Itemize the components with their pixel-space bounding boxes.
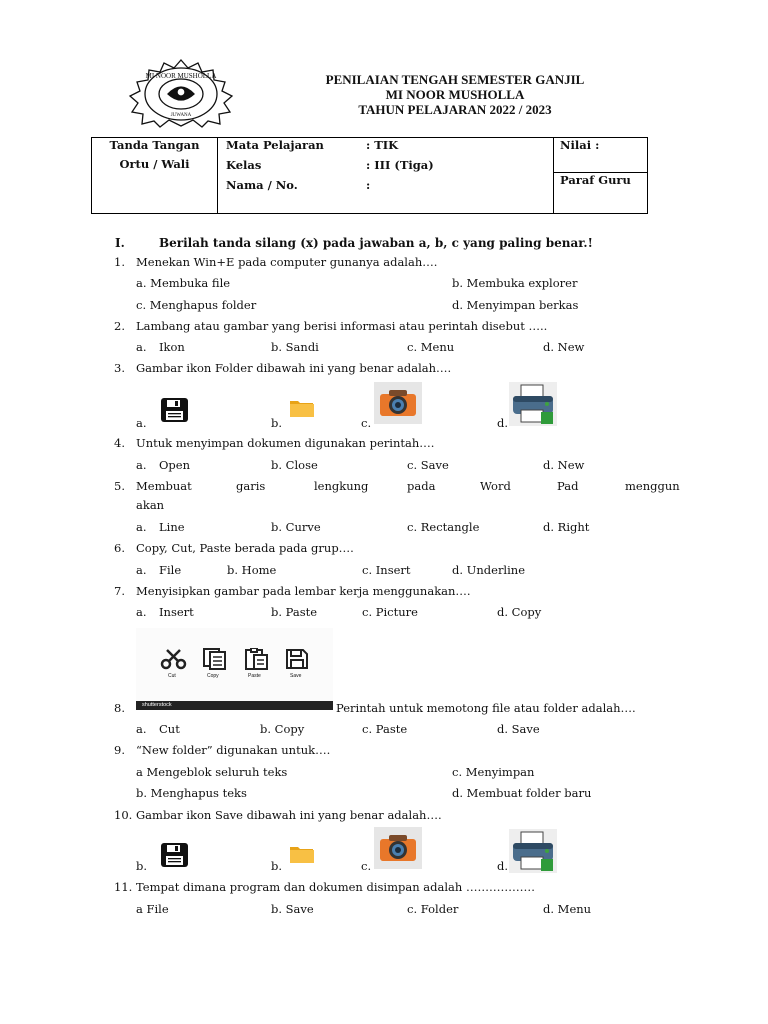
subject-value: : TIK <box>366 138 399 152</box>
q2-option-b[interactable]: b. Sandi <box>271 340 319 354</box>
q9-option-c[interactable]: c. Menyimpan <box>452 765 535 779</box>
question-number: 1. <box>114 255 125 269</box>
q4-option-d[interactable]: d. New <box>543 458 585 472</box>
class-label: Kelas <box>226 158 262 172</box>
question-number: 7. <box>114 584 125 598</box>
paste-icon <box>244 648 270 674</box>
folder-icon[interactable] <box>289 398 315 422</box>
question-number: 2. <box>114 319 125 333</box>
q1-option-b[interactable]: b. Membuka explorer <box>452 276 578 290</box>
section-number: I. <box>115 236 125 250</box>
question-number: 10. <box>114 808 133 822</box>
q5-option-d[interactable]: d. Right <box>543 520 590 534</box>
q9-option-b[interactable]: b. Menghapus teks <box>136 786 247 800</box>
q6-option-b[interactable]: b. Home <box>227 563 277 577</box>
school-logo <box>118 58 244 128</box>
watermark-bar <box>136 701 333 710</box>
option-letter: b. <box>271 859 283 873</box>
subject-label: Mata Pelajaran <box>226 138 324 152</box>
q7-option-d[interactable]: d. Copy <box>497 605 542 619</box>
q1-option-d[interactable]: d. Menyimpan berkas <box>452 298 579 312</box>
q2-option-a[interactable]: Ikon <box>159 340 185 354</box>
q1-option-c[interactable]: c. Menghapus folder <box>136 298 257 312</box>
option-letter: b. <box>271 416 283 430</box>
q8-option-a[interactable]: Cut <box>159 722 180 736</box>
edit-icons-image <box>136 628 333 710</box>
option-letter: b. <box>136 859 148 873</box>
signature-label: Tanda Tangan <box>109 138 200 152</box>
question-5-continued: akan <box>136 498 165 512</box>
school-name: MI NOOR MUSHOLLA <box>385 87 525 102</box>
q8-option-c[interactable]: c. Paste <box>362 722 408 736</box>
question-5-word: garis <box>236 479 266 493</box>
q4-option-b[interactable]: b. Close <box>271 458 318 472</box>
q9-option-a[interactable]: a Mengeblok seluruh teks <box>136 765 288 779</box>
option-letter: a. <box>136 458 147 472</box>
question-6: Copy, Cut, Paste berada pada grup…. <box>136 541 354 555</box>
q6-option-c[interactable]: c. Insert <box>362 563 411 577</box>
option-letter: d. <box>497 416 509 430</box>
q9-option-d[interactable]: d. Membuat folder baru <box>452 786 592 800</box>
question-5-word: Pad <box>557 479 579 493</box>
academic-year: TAHUN PELAJARAN 2022 / 2023 <box>358 102 552 117</box>
paste-label: Paste <box>248 673 261 679</box>
printer-icon[interactable] <box>509 829 557 877</box>
option-letter: c. <box>361 416 372 430</box>
question-8: Perintah untuk memotong file atau folder adalah…. <box>336 701 636 715</box>
question-5-word: Word <box>480 479 511 493</box>
q6-option-d[interactable]: d. Underline <box>452 563 526 577</box>
score-label: Nilai : <box>560 138 600 152</box>
q2-option-c[interactable]: c. Menu <box>407 340 455 354</box>
camera-icon[interactable] <box>374 382 422 428</box>
question-number: 6. <box>114 541 125 555</box>
q5-option-c[interactable]: c. Rectangle <box>407 520 480 534</box>
save-label: Save <box>290 673 302 679</box>
q1-option-a[interactable]: a. Membuka file <box>136 276 231 290</box>
q4-option-a[interactable]: Open <box>159 458 191 472</box>
q7-option-a[interactable]: Insert <box>159 605 194 619</box>
option-letter: a. <box>136 563 147 577</box>
option-letter: a. <box>136 520 147 534</box>
q11-option-b[interactable]: b. Save <box>271 902 314 916</box>
cut-label: Cut <box>168 673 176 679</box>
option-letter: a. <box>136 605 147 619</box>
q6-option-a[interactable]: File <box>159 563 182 577</box>
question-9: “New folder” digunakan untuk…. <box>136 743 331 757</box>
save-disk-icon[interactable] <box>161 843 188 871</box>
question-3: Gambar ikon Folder dibawah ini yang benar adalah…. <box>136 361 452 375</box>
question-11: Tempat dimana program dan dokumen disimpan adalah ……………… <box>136 880 535 894</box>
name-field[interactable]: : <box>366 178 371 192</box>
option-letter: a. <box>136 416 147 430</box>
question-1: Menekan Win+E pada computer gunanya adalah…. <box>136 255 438 269</box>
q11-option-d[interactable]: d. Menu <box>543 902 592 916</box>
question-7: Menyisipkan gambar pada lembar kerja menggunakan…. <box>136 584 471 598</box>
option-letter: d. <box>497 859 509 873</box>
copy-icon <box>202 648 228 674</box>
question-number: 8. <box>114 701 125 715</box>
question-4: Untuk menyimpan dokumen digunakan perintah…. <box>136 436 435 450</box>
signature-label-2: Ortu / Wali <box>119 157 190 171</box>
svg-text:JUWANA: JUWANA <box>170 113 192 118</box>
option-letter: a. <box>136 722 147 736</box>
q5-option-b[interactable]: b. Curve <box>271 520 321 534</box>
question-5-word: lengkung <box>314 479 369 493</box>
q7-option-c[interactable]: c. Picture <box>362 605 418 619</box>
svg-text:MI NOOR MUSHOLLA: MI NOOR MUSHOLLA <box>145 72 217 80</box>
watermark-text: shutterstock <box>142 702 172 708</box>
q8-option-b[interactable]: b. Copy <box>260 722 305 736</box>
student-info-table <box>91 137 648 214</box>
printer-icon[interactable] <box>509 382 557 430</box>
q4-option-c[interactable]: c. Save <box>407 458 449 472</box>
q7-option-b[interactable]: b. Paste <box>271 605 318 619</box>
camera-icon[interactable] <box>374 827 422 873</box>
question-5-word: pada <box>407 479 436 493</box>
option-letter: c. <box>361 859 372 873</box>
name-label: Nama / No. <box>226 178 298 192</box>
question-2: Lambang atau gambar yang berisi informasi atau perintah disebut ….. <box>136 319 548 333</box>
question-number: 3. <box>114 361 125 375</box>
q11-option-c[interactable]: c. Folder <box>407 902 459 916</box>
exam-title: PENILAIAN TENGAH SEMESTER GANJIL <box>325 72 585 87</box>
question-number: 9. <box>114 743 125 757</box>
section-instruction: Berilah tanda silang (x) pada jawaban a, b, c yang paling benar.! <box>159 236 593 250</box>
q11-option-a[interactable]: a File <box>136 902 169 916</box>
q5-option-a[interactable]: Line <box>159 520 185 534</box>
save-icon <box>285 648 309 674</box>
question-10: Gambar ikon Save dibawah ini yang benar adalah…. <box>136 808 442 822</box>
question-number: 5. <box>114 479 125 493</box>
option-letter: a. <box>136 340 147 354</box>
q8-option-d[interactable]: d. Save <box>497 722 540 736</box>
save-disk-icon[interactable] <box>161 398 188 426</box>
copy-label: Copy <box>207 673 219 679</box>
scissors-icon <box>160 648 188 674</box>
q2-option-d[interactable]: d. New <box>543 340 585 354</box>
class-value: : III (Tiga) <box>366 158 434 172</box>
question-5-word: Membuat <box>136 479 192 493</box>
question-number: 4. <box>114 436 125 450</box>
folder-icon[interactable] <box>289 844 315 868</box>
teacher-initial-label: Paraf Guru <box>560 173 631 187</box>
question-5-word: menggun <box>625 479 680 493</box>
question-number: 11. <box>114 880 133 894</box>
